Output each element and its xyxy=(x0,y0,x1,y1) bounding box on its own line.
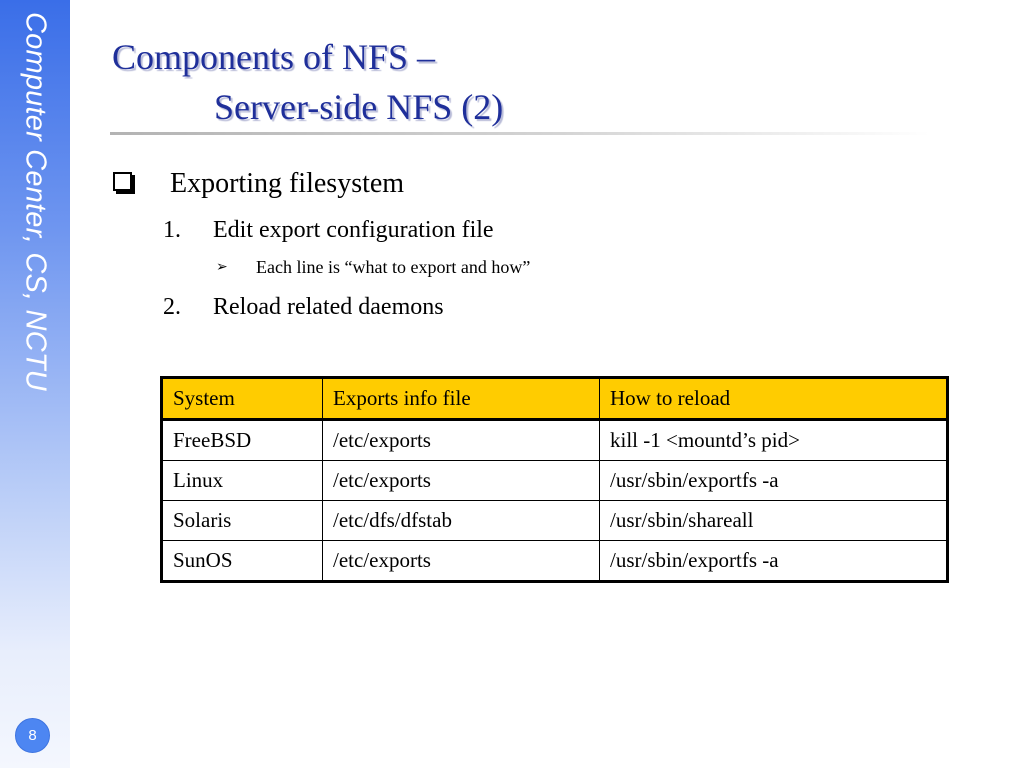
cell-system: Linux xyxy=(162,461,323,501)
sidebar-institution-label: Computer Center, CS, NCTU xyxy=(19,12,52,391)
table-header-row xyxy=(162,378,948,420)
cell-exports-file: /etc/exports xyxy=(323,420,600,461)
step-text: Edit export configuration file xyxy=(213,217,494,243)
arrow-bullet-icon: ➢ xyxy=(216,260,228,275)
step-1 xyxy=(163,215,494,245)
bullet-exporting-filesystem xyxy=(113,166,404,202)
cell-reload: /usr/sbin/exportfs -a xyxy=(600,541,948,582)
title-line-2: Server-side NFS (2) xyxy=(214,87,504,127)
table-row xyxy=(162,501,948,541)
step-2 xyxy=(163,292,444,322)
header-system: System xyxy=(162,378,323,420)
page-number-badge: 8 xyxy=(15,718,50,753)
cell-system: FreeBSD xyxy=(162,420,323,461)
step-1-subitem xyxy=(216,254,530,281)
cell-reload: /usr/sbin/shareall xyxy=(600,501,948,541)
table-row xyxy=(162,541,948,582)
slide-title xyxy=(112,32,503,132)
subitem-text: Each line is “what to export and how” xyxy=(256,257,531,277)
cell-exports-file: /etc/dfs/dfstab xyxy=(323,501,600,541)
square-bullet-icon xyxy=(113,172,132,191)
header-exports-file: Exports info file xyxy=(323,378,600,420)
step-number: 2. xyxy=(163,294,181,320)
cell-reload: kill -1 <mountd’s pid> xyxy=(600,420,948,461)
cell-system: Solaris xyxy=(162,501,323,541)
bullet-text: Exporting filesystem xyxy=(170,168,405,199)
nfs-exports-table xyxy=(160,376,949,583)
step-text: Reload related daemons xyxy=(213,294,444,320)
title-line-1: Components of NFS – xyxy=(112,37,436,77)
cell-system: SunOS xyxy=(162,541,323,582)
cell-exports-file: /etc/exports xyxy=(323,541,600,582)
sidebar-band xyxy=(0,0,70,768)
cell-exports-file: /etc/exports xyxy=(323,461,600,501)
table-row xyxy=(162,420,948,461)
step-number: 1. xyxy=(163,217,181,243)
title-divider xyxy=(110,132,930,135)
header-how-to-reload: How to reload xyxy=(600,378,948,420)
cell-reload: /usr/sbin/exportfs -a xyxy=(600,461,948,501)
table-row xyxy=(162,461,948,501)
